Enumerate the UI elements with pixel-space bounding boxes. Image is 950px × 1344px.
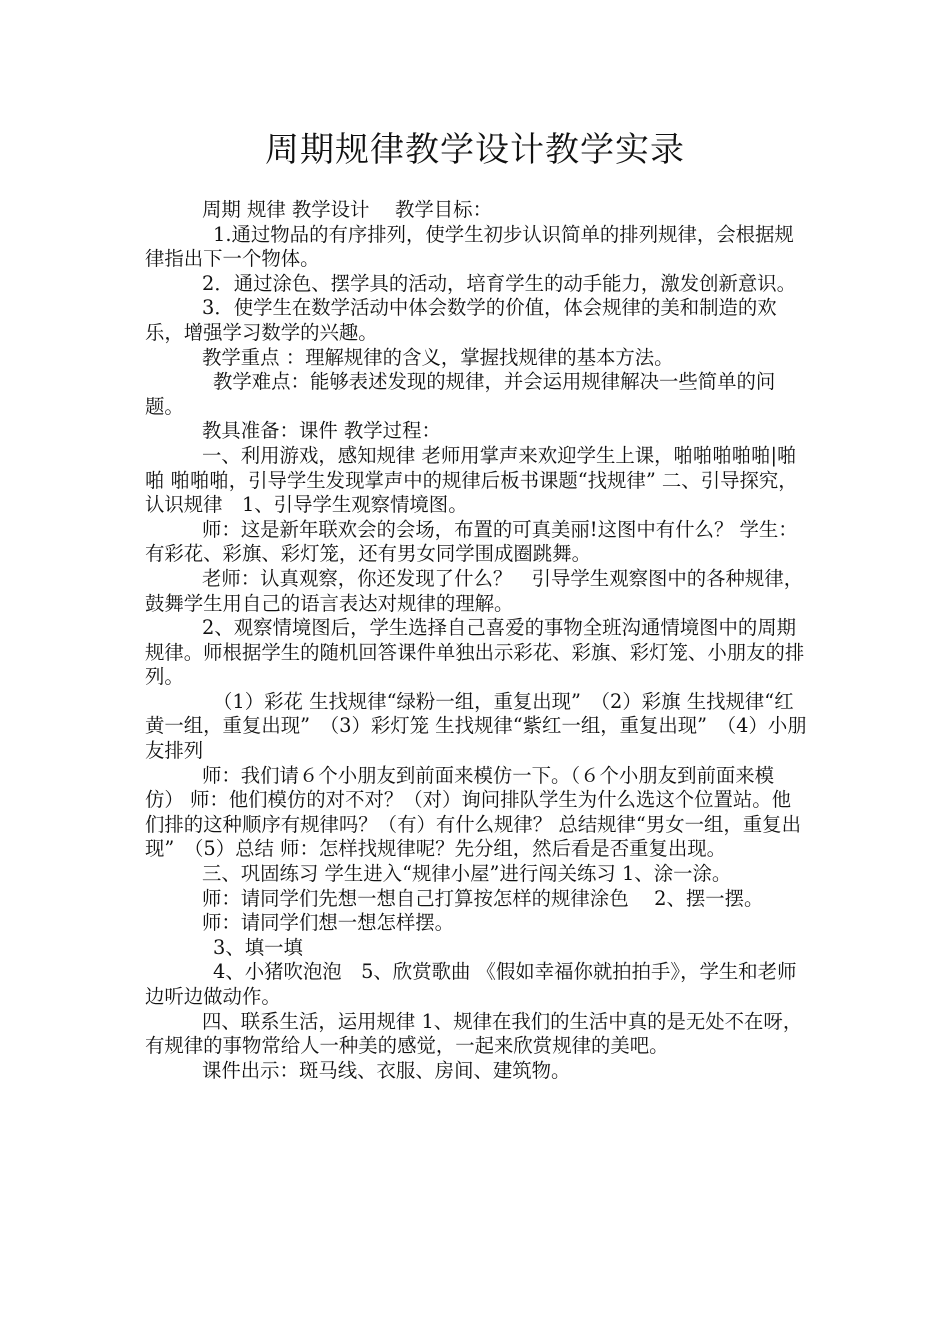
document-title: 周期规律教学设计教学实录: [265, 130, 685, 170]
paragraph: 教学难点：能够表述发现的规律，并会运用规律解决一些简单的问题。: [145, 370, 776, 418]
paragraph: 1.通过物品的有序排列，使学生初步认识简单的排列规律，会根据规律指出下一个物体。: [145, 222, 794, 271]
paragraph: 2．通过涂色、摆学具的活动，培育学生的动手能力，激发创新意识。: [202, 271, 797, 295]
paragraph: 教具准备：课件 教学过程：: [202, 419, 441, 443]
paragraph: 周期 规律 教学设计 教学目标：: [202, 198, 492, 221]
paragraph: 课件出示：斑马线、衣服、房间、建筑物。: [202, 1058, 571, 1082]
paragraph: 3、填一填: [213, 935, 303, 959]
paragraph: 师：这是新年联欢会的会场，布置的可真美丽!这图中有什么？ 学生：有彩花、彩旗、彩灯笼，还有男女同学围成圈跳舞。: [145, 517, 798, 566]
paragraph: 一、利用游戏，感知规律 老师用掌声来欢迎学生上课，啪啪啪啪啪|啪啪 啪啪啪，引导学生发现掌声中的规律后板书课题“找规律” 二、引导探究，认识规律 1、引导学生观察情境图。: [145, 443, 798, 517]
paragraph: 师：请同学们先想一想自己打算按怎样的规律涂色 2、摆一摆。: [202, 886, 764, 910]
paragraph: 师：我们请６个小朋友到前面来模仿一下。（６个小朋友到前面来模仿） 师：他们模仿的对不对？（对）询问排队学生为什么选这个位置站。他们排的这种顺序有规律吗？（有）有什么规律？ 总结规律“男女一组，重复出现” （5）总结 师：怎样找规律呢？先分组，然后看是否重复出现。: [145, 763, 801, 861]
paragraph: （1）彩花 生找规律“绿粉一组，重复出现” （2）彩旗 生找规律“红黄一组，重复出现” （3）彩灯笼 生找规律“紫红一组，重复出现” （4）小朋友排列: [145, 689, 807, 763]
paragraph: 4、小猪吹泡泡 5、欣赏歌曲 《假如幸福你就拍拍手》，学生和老师边听边做动作。: [145, 960, 797, 1008]
paragraph: 2、观察情境图后，学生选择自己喜爱的事物全班沟通情境图中的周期规律。师根据学生的随机回答课件单独出示彩花、彩旗、彩灯笼、小朋友的排列。: [145, 616, 805, 689]
paragraph: 教学重点 ：理解规律的含义，掌握找规律的基本方法。: [202, 345, 674, 369]
document-body: [145, 198, 810, 1083]
paragraph: 四、联系生活，运用规律 1、规律在我们的生活中真的是无处不在呀，有规律的事物常给人一种美的感觉，一起来欣赏规律的美吧。: [145, 1009, 803, 1058]
paragraph: 3．使学生在数学活动中体会数学的价值，体会规律的美和制造的欢乐，增强学习数学的兴趣。: [145, 296, 777, 344]
paragraph: 师：请同学们想一想怎样摆。: [202, 911, 455, 935]
paragraph: 三、巩固练习 学生进入“规律小屋”进行闯关练习 1、涂一涂。: [202, 862, 732, 886]
paragraph: 老师：认真观察，你还发现了什么？ 引导学生观察图中的各种规律，鼓舞学生用自己的语言表达对规律的理解。: [145, 566, 804, 615]
